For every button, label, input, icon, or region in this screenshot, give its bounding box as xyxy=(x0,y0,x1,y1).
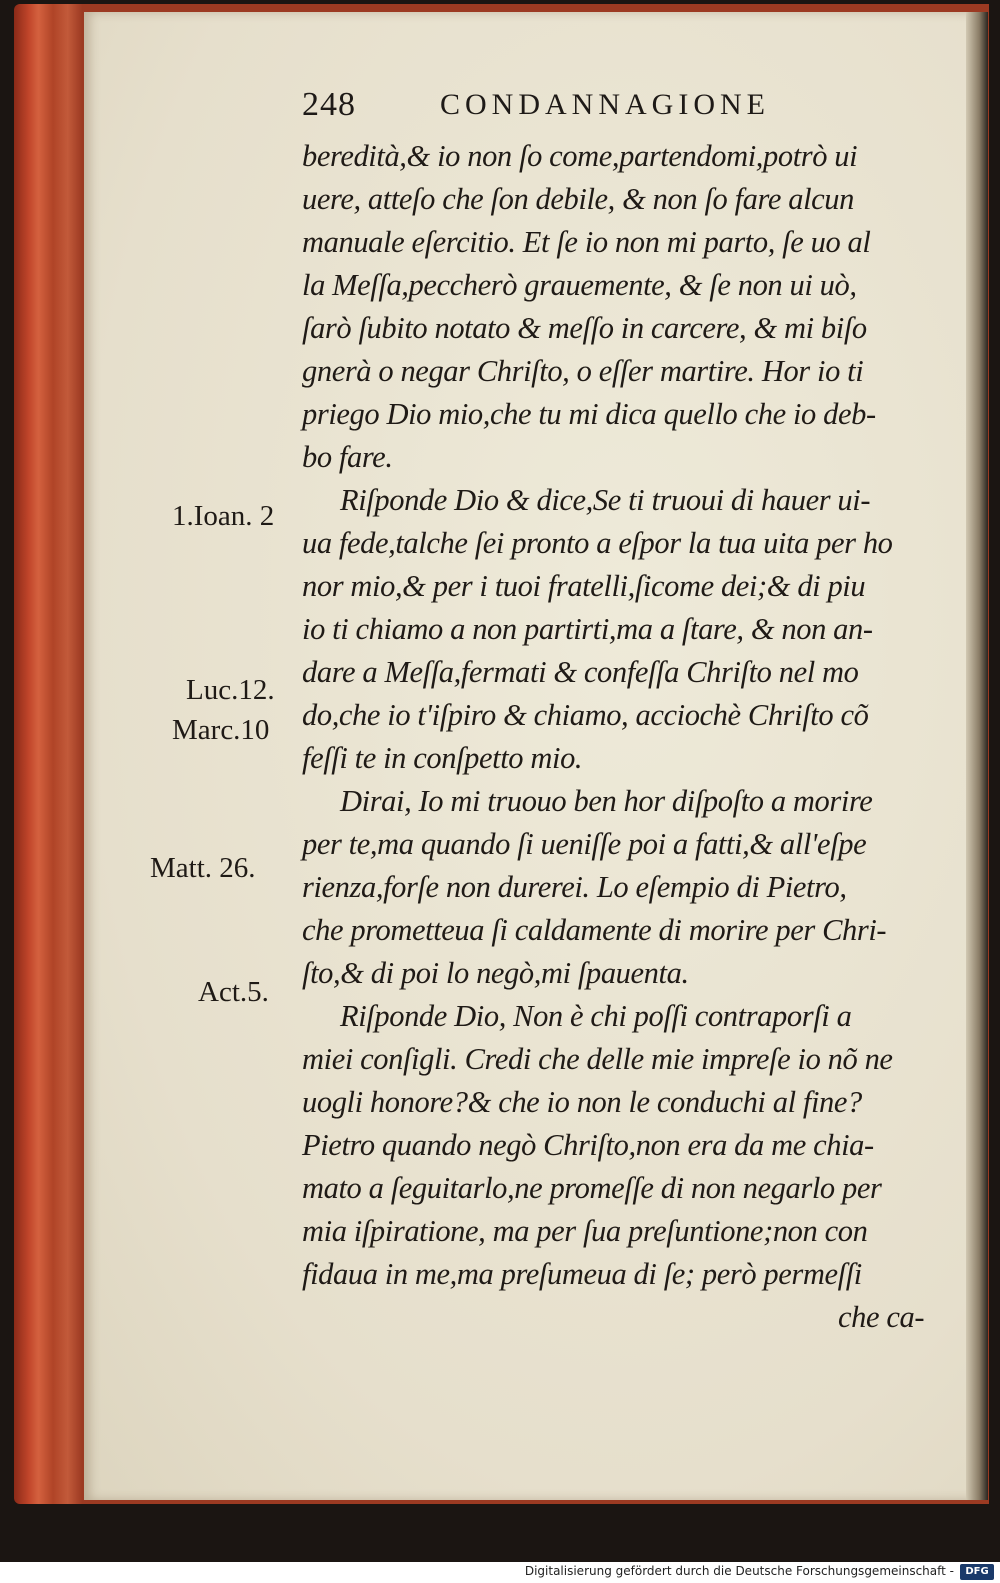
text-line: do,che io t'iſpiro & chiamo, acciochè Chriſto cõ xyxy=(302,698,869,732)
text-line: io ti chiamo a non partirti,ma a ſtare, & non an- xyxy=(302,612,873,646)
text-line: bo fare. xyxy=(302,440,393,474)
text-line: Dirai, Io mi truouo ben hor diſpoſto a morire xyxy=(340,784,873,818)
text-line: rienza,forſe non durerei. Lo eſempio di Pietro, xyxy=(302,870,847,904)
funding-credit: Digitalisierung gefördert durch die Deutsche Forschungsgemeinschaft - xyxy=(524,1564,954,1578)
text-line: ſarò ſubito notato & meſſo in carcere, & mi biſo xyxy=(302,311,867,345)
margin-note: Matt. 26. xyxy=(150,852,256,884)
text-line: fidaua in me,ma preſumeua di ſe; però permeſſi xyxy=(302,1257,862,1291)
text-line: priego Dio mio,che tu mi dica quello che io deb- xyxy=(302,397,876,431)
text-line: ſto,& di poi lo negò,mi ſpauenta. xyxy=(302,956,689,990)
text-line: Riſponde Dio & dice,Se ti truoui di hauer ui- xyxy=(340,483,871,517)
text-line: uogli honore?& che io non le conduchi al fine? xyxy=(302,1085,862,1119)
text-line: Pietro quando negò Chriſto,non era da me chia- xyxy=(302,1128,874,1162)
text-line: Riſponde Dio, Non è chi poſſi contraporſi a xyxy=(340,999,852,1033)
text-line: nor mio,& per i tuoi fratelli,ſicome dei;& di piu xyxy=(302,569,866,603)
text-line: feſſi te in conſpetto mio. xyxy=(302,741,583,775)
text-line: mia iſpiratione, ma per ſua preſuntione;non con xyxy=(302,1214,868,1248)
margin-note: Luc.12. xyxy=(186,674,275,706)
text-line: ua fede,talche ſei pronto a eſpor la tua uita per ho xyxy=(302,526,893,560)
text-line: miei conſigli. Credi che delle mie impreſe io nõ ne xyxy=(302,1042,893,1076)
footer-bar xyxy=(0,1562,1000,1583)
dfg-logo: DFG xyxy=(960,1564,994,1580)
page-header xyxy=(302,86,862,136)
text-line: uere, atteſo che ſon debile, & non ſo fare alcun xyxy=(302,182,854,216)
margin-note: Act.5. xyxy=(198,976,269,1008)
catchword: che ca- xyxy=(838,1300,925,1334)
text-line: dare a Meſſa,fermati & confeſſa Chriſto nel mo xyxy=(302,655,859,689)
text-line: la Meſſa,peccherò grauemente, & ſe non ui uò, xyxy=(302,268,857,302)
text-line: gnerà o negar Chriſto, o eſſer martire. Hor io ti xyxy=(302,354,864,388)
text-line: manuale eſercitio. Et ſe io non mi parto, ſe uo al xyxy=(302,225,871,259)
page-number: 248 xyxy=(302,86,356,123)
running-title: CONDANNAGIONE xyxy=(440,88,770,121)
text-line: che prometteua ſi caldamente di morire per Chri- xyxy=(302,913,887,947)
text-line: beredità,& io non ſo come,partendomi,potrò ui xyxy=(302,139,858,173)
margin-note: 1.Ioan. 2 xyxy=(172,500,275,532)
margin-note: Marc.10 xyxy=(172,714,270,746)
text-line: mato a ſeguitarlo,ne promeſſe di non negarlo per xyxy=(302,1171,882,1205)
text-line: per te,ma quando ſi ueniſſe poi a fatti,& all'eſpe xyxy=(302,827,867,861)
page-gutter-shadow xyxy=(966,12,988,1500)
